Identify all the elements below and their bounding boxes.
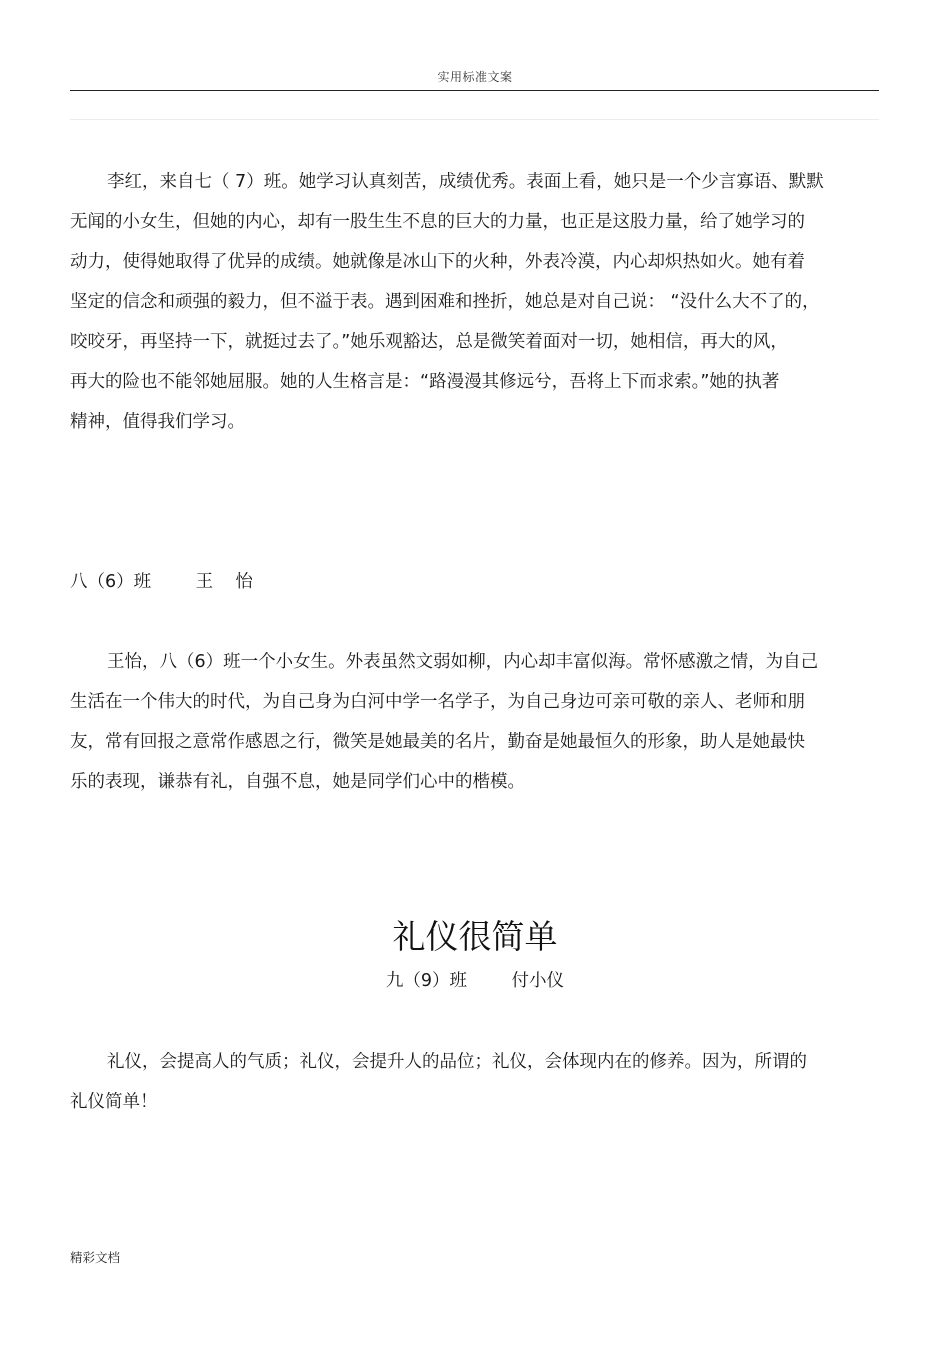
article-byline: 九（9）班 付小仪 — [385, 971, 565, 991]
paragraph-line: 礼仪简单！ — [70, 1092, 158, 1112]
paragraph-line: 无闻的小女生，但她的内心，却有一股生生不息的巨大的力量，也正是这股力量，给了她学习的 — [70, 212, 805, 232]
header-divider-light — [70, 119, 879, 120]
page-header-title: 实用标准文案 — [437, 70, 513, 84]
paragraph-line: 乐的表现，谦恭有礼，自强不息，她是同学们心中的楷模。 — [70, 772, 525, 792]
paragraph-line: 生活在一个伟大的时代，为自己身为白河中学一名学子，为自己身边可亲可敬的亲人、老师和朋 — [70, 692, 805, 712]
paragraph-line: 动力，使得她取得了优异的成绩。她就像是冰山下的火种，外表冷漠，内心却炽热如火。她有着 — [70, 252, 805, 272]
header-divider — [70, 90, 879, 91]
paragraph-line: 咬咬牙，再坚持一下，就挺过去了。”她乐观豁达，总是微笑着面对一切，她相信，再大的风， — [70, 332, 788, 352]
paragraph-line: 再大的险也不能邻她屈服。她的人生格言是：“路漫漫其修远兮，吾将上下而求索。”她的执著 — [70, 372, 780, 392]
paragraph-line: 友，常有回报之意常作感恩之行，微笑是她最美的名片，勤奋是她最恒久的形象，助人是她最快 — [70, 732, 805, 752]
paragraph-line: 王怡，八（6）班一个小女生。外表虽然文弱如柳，内心却丰富似海。常怀感激之情，为自己 — [107, 652, 819, 672]
page-footer-label: 精彩文档 — [70, 1250, 121, 1265]
paragraph-line: 坚定的信念和顽强的毅力，但不溢于表。遇到困难和挫折，她总是对自己说： “没什么大不了的， — [70, 292, 820, 312]
paragraph-line: 李红，来自七（ 7）班。她学习认真刻苦，成绩优秀。表面上看，她只是一个少言寡语、默默 — [107, 172, 824, 192]
paragraph-line: 精神，值得我们学习。 — [70, 412, 245, 432]
article-title: 礼仪很简单 — [392, 917, 558, 956]
section-heading: 八（6）班 王 怡 — [70, 572, 253, 592]
paragraph-line: 礼仪，会提高人的气质；礼仪，会提升人的品位；礼仪，会体现内在的修养。因为，所谓的 — [107, 1052, 807, 1072]
